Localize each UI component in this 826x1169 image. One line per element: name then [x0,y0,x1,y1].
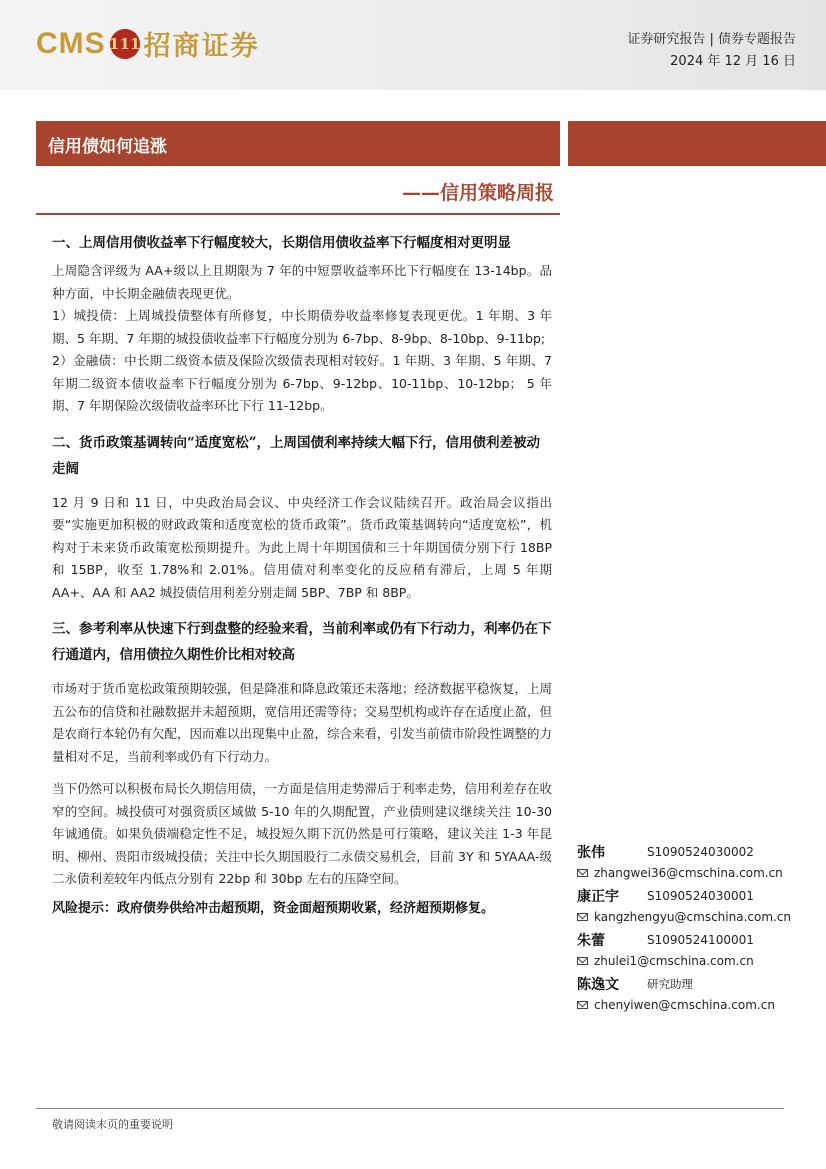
email-icon [577,957,588,965]
main-content [52,230,552,921]
section-heading-3: 三、参考利率从快速下行到盘整的经验来看，当前利率或仍有下行动力，利率仍在下行通道内，信用债拉久期性价比相对较高 [52,621,552,663]
email-icon [577,869,588,877]
logo-en: CMS [36,26,106,60]
paragraph: 1）城投债：上周城投债整体有所修复，中长期债券收益率修复表现更优。1 年期、3 年期、5 年期、7 年期的城投债收益率下行幅度分别为 6-7bp、8-9bp、8-10bp、9-11bp; [52,308,552,346]
analyst-entry [577,885,817,927]
analyst-name: 康正宇 [577,889,619,905]
footer-note: 敬请阅读末页的重要说明 [52,1118,173,1131]
analyst-name: 朱蕾 [577,933,605,949]
analyst-name: 张伟 [577,845,605,861]
analyst-email[interactable]: chenyiwen@cmschina.com.cn [594,998,775,1012]
analyst-email[interactable]: zhulei1@cmschina.com.cn [594,954,754,968]
analyst-role: 研究助理 [647,977,693,991]
section-heading-2: 二、货币政策基调转向“适度宽松”，上周国债利率持续大幅下行，信用债利差被动走阔 [52,434,541,477]
email-icon [577,1001,588,1009]
logo-cn: 招商证券 [143,31,260,62]
paragraph: 2）金融债：中长期二级资本债及保险次级债表现相对较好。1 年期、3 年期、5 年期、7 年期二级资本债收益率下行幅度分别为 6-7bp、9-12bp、10-11bp、10-12bp； 5 年期、7 年期保险次级债收益率环比下行 11-12bp。 [52,353,552,413]
analyst-entry [577,929,817,971]
sidebar-header-bar [568,121,826,166]
footer-divider [36,1108,784,1109]
analyst-name: 陈逸文 [577,977,619,993]
analyst-list [577,841,817,1017]
section-heading-1: 一、上周信用债收益率下行幅度较大，长期信用债收益率下行幅度相对更明显 [52,235,511,251]
report-date: 2024 年 12 月 16 日 [670,54,796,69]
analyst-entry [577,841,817,883]
logo-mark-icon: 111 [110,29,140,59]
analyst-cert: S1090524030002 [647,845,754,859]
paragraph: 当下仍然可以积极布局长久期信用债，一方面是信用走势滞后于利率走势，信用利差存在收窄的空间。城投债可对强资质区域做 5-10 年的久期配置，产业债则建议继续关注 10-30 年诚通债。如果负债端稳定性不足，城投短久期下沉仍然是可行策略，建议关注 1-3 年昆明、柳州、贵阳市级城投债；关注中长久期国股行二永债交易机会，目前 3Y 和 5YAAA-级二永债利差较年内低点分别有 22bp 和 30bp 左右的压降空间。 [52,781,553,886]
report-type: 证券研究报告 | 债券专题报告 [627,32,796,47]
paragraph: 市场对于货币宽松政策预期较强，但是降准和降息政策还未落地；经济数据平稳恢复，上周五公布的信贷和社融数据并未超预期，宽信用还需等待；交易型机构或许存在适度止盈，但是农商行本轮仍有欠配，因而难以出现集中止盈，综合来看，引发当前债市阶段性调整的力量相对不足，当前利率或仍有下行动力。 [52,681,553,764]
email-icon [577,913,588,921]
analyst-cert: S1090524100001 [647,933,754,947]
report-title: 信用债如何追涨 [48,137,167,157]
title-divider [36,213,560,215]
risk-warning: 风险提示：政府债券供给冲击超预期，资金面超预期收紧，经济超预期修复。 [52,900,495,916]
analyst-email[interactable]: kangzhengyu@cmschina.com.cn [594,910,792,924]
company-logo [36,24,260,63]
title-bar [36,121,560,166]
report-subtitle: ——信用策略周报 [401,182,554,204]
analyst-entry [577,973,817,1015]
analyst-cert: S1090524030001 [647,889,754,903]
paragraph: 上周隐含评级为 AA+级以上且期限为 7 年的中短票收益率环比下行幅度在 13-14bp。品种方面，中长期金融债表现更优。 [52,263,552,301]
paragraph: 12 月 9 日和 11 日，中央政治局会议、中央经济工作会议陆续召开。政治局会议指出要“实施更加积极的财政政策和适度宽松的货币政策”。货币政策基调转向“适度宽松”，机构对于未来货币政策宽松预期提升。为此上周十年期国债和三十年期国债分别下行 18BP 和 15BP，收至 1.78%和 2.01%。信用债对利率变化的反应稍有滞后，上周 5 年期 AA+、AA 和 AA2 城投债信用利差分别走阔 5BP、7BP 和 8BP。 [52,494,552,600]
analyst-email[interactable]: zhangwei36@cmschina.com.cn [594,866,783,880]
